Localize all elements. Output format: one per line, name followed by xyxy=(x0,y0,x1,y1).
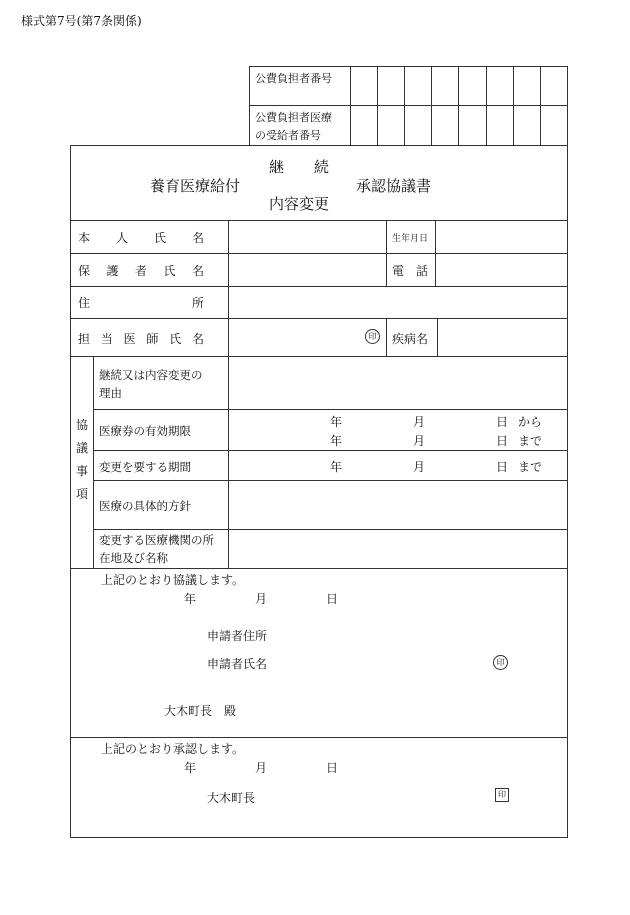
address-label: 住 所 xyxy=(78,296,204,310)
applicant-name-label: 申請者氏名 xyxy=(207,657,268,671)
approval-date-year: 年 xyxy=(184,761,197,775)
reason-label-1: 継続又は内容変更の xyxy=(99,368,203,382)
request-date-month: 月 xyxy=(255,592,268,606)
validity-from-year: 年 xyxy=(330,415,343,429)
request-date-day: 日 xyxy=(326,592,339,606)
validity-to-year: 年 xyxy=(330,434,343,448)
approver-mayor: 大木町長 xyxy=(207,791,256,805)
request-statement: 上記のとおり協議します。 xyxy=(101,573,245,587)
validity-from-day: 日 xyxy=(496,415,509,429)
request-date-year: 年 xyxy=(184,592,197,606)
title-suffix: 承認協議書 xyxy=(356,177,432,195)
approval-date-month: 月 xyxy=(255,761,268,775)
applicant-address-label: 申請者住所 xyxy=(207,629,268,643)
patient-name-label: 本 人 氏 名 xyxy=(78,231,204,245)
doctor-seal-mark: 印 xyxy=(365,329,380,344)
recipient-number-label-1: 公費負担者医療 xyxy=(255,111,332,124)
doctor-name-label: 担 当 医 師 氏 名 xyxy=(78,332,204,346)
validity-label: 医療券の有効期限 xyxy=(99,424,191,438)
change-period-day: 日 xyxy=(496,460,509,474)
title-option-continue: 継 続 xyxy=(269,158,330,176)
consult-section-label: 協 議 事 項 xyxy=(75,418,88,501)
addressee: 大木町長 殿 xyxy=(164,704,237,718)
recipient-number-label-2: の受給者番号 xyxy=(255,129,321,142)
validity-to-suffix: まで xyxy=(518,434,543,448)
disease-label: 疾病名 xyxy=(392,332,429,346)
validity-from-suffix: から xyxy=(518,415,543,429)
guardian-name-label: 保 護 者 氏 名 xyxy=(78,264,204,278)
change-period-month: 月 xyxy=(413,460,426,474)
applicant-seal-mark: 印 xyxy=(493,655,508,670)
approval-statement: 上記のとおり承認します。 xyxy=(101,742,245,756)
institution-label-2: 在地及び名称 xyxy=(99,551,168,565)
change-period-suffix: まで xyxy=(518,460,543,474)
approval-date-day: 日 xyxy=(326,761,339,775)
reason-label-2: 理由 xyxy=(99,386,122,400)
official-seal-mark: 印 xyxy=(495,788,509,802)
treatment-policy-label: 医療の具体的方針 xyxy=(99,499,191,513)
title-option-change: 内容変更 xyxy=(269,195,330,213)
validity-from-month: 月 xyxy=(413,415,426,429)
phone-label: 電 話 xyxy=(392,264,428,278)
change-period-year: 年 xyxy=(330,460,343,474)
burden-number-label: 公費負担者番号 xyxy=(255,72,332,85)
validity-to-day: 日 xyxy=(496,434,509,448)
change-period-label: 変更を要する期間 xyxy=(99,460,191,474)
validity-to-month: 月 xyxy=(413,434,426,448)
title-prefix: 養育医療給付 xyxy=(150,177,241,195)
form-number: 様式第7号(第7条関係) xyxy=(21,14,142,28)
birthdate-label: 生年月日 xyxy=(392,234,429,244)
institution-label-1: 変更する医療機関の所 xyxy=(99,533,214,547)
